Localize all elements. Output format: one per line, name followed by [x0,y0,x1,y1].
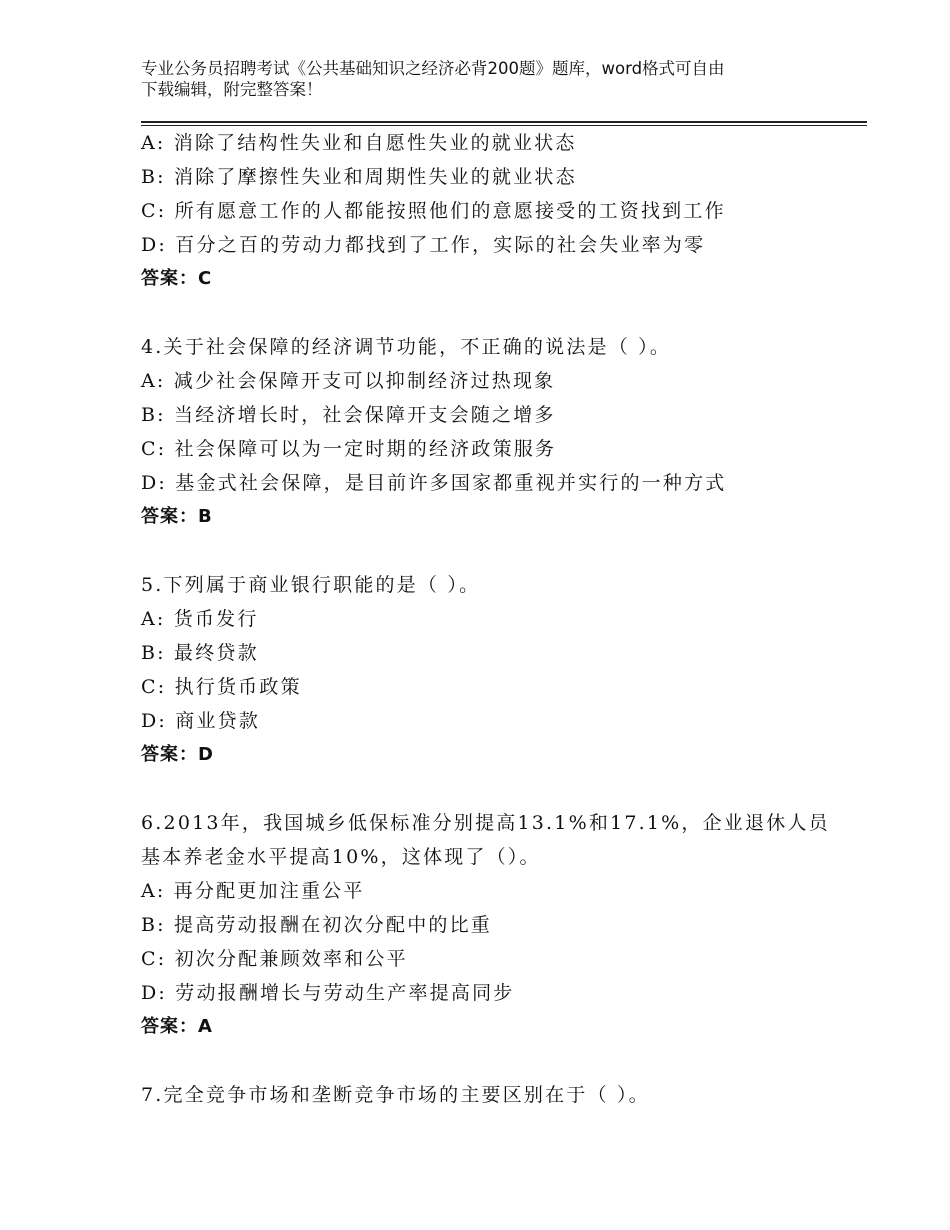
option-d: D: 商业贷款 [141,710,261,732]
option-d: D: 劳动报酬增长与劳动生产率提高同步 [141,982,515,1004]
option-b: B: 消除了摩擦性失业和周期性失业的就业状态 [141,166,577,188]
question-6 [141,806,841,1044]
question-stem-line-1: 6.2013年，我国城乡低保标准分别提高13.1%和17.1%，企业退休人员 [141,812,830,834]
question-stem: 7.完全竞争市场和垄断竞争市场的主要区别在于（ ）。 [141,1084,650,1106]
question-stem: 4.关于社会保障的经济调节功能，不正确的说法是（ ）。 [141,336,672,358]
header-rule-thick [141,121,867,123]
question-5 [141,568,841,772]
answer: 答案：A [141,1016,213,1037]
option-a: A: 减少社会保障开支可以抑制经济过热现象 [141,370,556,392]
option-c: C: 所有愿意工作的人都能按照他们的意愿接受的工资找到工作 [141,200,726,222]
option-c: C: 社会保障可以为一定时期的经济政策服务 [141,438,557,460]
header-line-1: 专业公务员招聘考试《公共基础知识之经济必背200题》题库，word格式可自由 [141,59,725,78]
question-7 [141,1078,841,1112]
option-a: A: 消除了结构性失业和自愿性失业的就业状态 [141,132,577,154]
option-a: A: 再分配更加注重公平 [141,880,365,902]
header-line-2: 下载编辑，附完整答案！ [141,80,323,99]
option-a: A: 货币发行 [141,608,259,630]
answer: 答案：D [141,744,214,765]
question-stem: 5.下列属于商业银行职能的是（ ）。 [141,574,481,596]
option-b: B: 最终贷款 [141,642,259,664]
option-c: C: 初次分配兼顾效率和公平 [141,948,408,970]
document-header [141,58,821,100]
option-d: D: 基金式社会保障，是目前许多国家都重视并实行的一种方式 [141,472,727,494]
question-stem-line-2: 基本养老金水平提高10%，这体现了（）。 [141,846,541,868]
question-list [141,126,841,1112]
question-4 [141,330,841,534]
option-c: C: 执行货币政策 [141,676,302,698]
option-d: D: 百分之百的劳动力都找到了工作，实际的社会失业率为零 [141,234,706,256]
option-b: B: 提高劳动报酬在初次分配中的比重 [141,914,493,936]
answer: 答案：B [141,506,213,527]
question-3 [141,126,841,296]
answer: 答案：C [141,268,213,289]
option-b: B: 当经济增长时，社会保障开支会随之增多 [141,404,556,426]
